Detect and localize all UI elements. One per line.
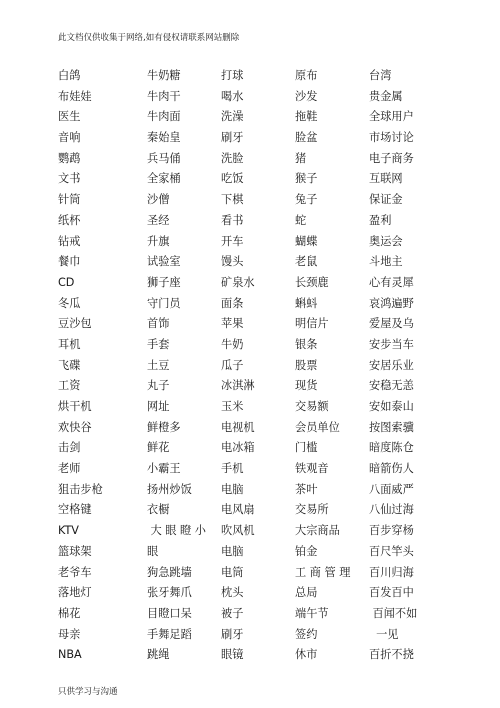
word-cell: 百川归海 (369, 565, 414, 579)
word-cell: 奥运会 (369, 234, 403, 248)
word-cell: 空格键 (58, 503, 92, 517)
word-cell: 股票 (295, 358, 318, 372)
word-cell: 升旗 (147, 234, 170, 248)
word-cell: 针筒 (58, 193, 81, 207)
word-cell: 哀鸿遍野 (369, 296, 414, 310)
word-cell: 百步穿杨 (369, 524, 414, 538)
word-cell: 飞碟 (58, 358, 81, 372)
word-cell: 首饰 (147, 317, 170, 331)
word-cell: 百尺竿头 (369, 544, 414, 558)
word-cell: 面条 (221, 296, 244, 310)
word-cell: 鹦鹉 (58, 151, 81, 165)
word-cell: 餐巾 (58, 255, 81, 269)
word-cell: 牛奶糖 (147, 69, 181, 82)
word-cell: 纸杯 (58, 213, 81, 227)
word-cell: 枕头 (221, 586, 244, 600)
word-cell: 玉米 (221, 400, 244, 413)
word-cell: 手套 (147, 337, 170, 351)
word-cell: 鲜花 (147, 441, 170, 455)
word-cell: 安如泰山 (369, 400, 414, 413)
word-cell: 安居乐业 (369, 358, 414, 372)
word-cell: 电冰箱 (221, 441, 255, 455)
word-cell: 大 眼 瞪 小 (147, 524, 206, 538)
word-cell: 工资 (58, 379, 81, 393)
word-cell: 八仙过海 (369, 503, 414, 517)
word-cell: 一见 (369, 627, 399, 641)
word-cell: 斗地主 (369, 255, 403, 269)
word-cell: 牛肉面 (147, 110, 181, 124)
word-cell: 土豆 (147, 358, 170, 372)
word-cell: 刷牙 (221, 627, 244, 641)
word-cell: 张牙舞爪 (147, 586, 192, 600)
word-cell: 吹风机 (221, 524, 255, 538)
word-cell: 冰淇淋 (221, 379, 255, 393)
word-cell: 烘干机 (58, 400, 92, 413)
word-cell: 市场讨论 (369, 131, 414, 145)
word-cell: 蛇 (295, 213, 307, 227)
word-cell: 狙击步枪 (58, 482, 103, 496)
word-cell: 眼镜 (221, 648, 244, 662)
word-cell: NBA (58, 648, 82, 662)
word-cell: 冬瓜 (58, 296, 81, 310)
word-cell: 猴子 (295, 172, 318, 186)
page-footer: 只供学习与沟通 (58, 687, 118, 697)
word-cell: 棉花 (58, 606, 81, 620)
word-cell: 试验室 (147, 255, 181, 269)
word-cell: 长颈鹿 (295, 275, 329, 289)
word-cell: 互联网 (369, 172, 403, 186)
word-cell: 原布 (295, 69, 318, 82)
word-cell: 喝水 (221, 89, 244, 103)
word-cell: 铂金 (295, 544, 318, 558)
word-cell: 衣橱 (147, 503, 170, 517)
word-cell: 蝌蚪 (295, 296, 318, 310)
word-cell: 手机 (221, 462, 244, 476)
word-cell: 电子商务 (369, 151, 414, 165)
word-cell: 沙僧 (147, 193, 170, 207)
word-cell: 明信片 (295, 317, 329, 331)
word-cell: 沙发 (295, 89, 318, 103)
word-cell: 电脑 (221, 482, 244, 496)
word-cell: 扬州炒饭 (147, 482, 192, 496)
word-cell: 篮球架 (58, 544, 92, 558)
word-cell: 百闻不如 (369, 606, 418, 620)
word-cell: 拖鞋 (295, 110, 318, 124)
word-cell: 瓜子 (221, 358, 244, 372)
word-cell: 打球 (221, 69, 244, 82)
word-cell: 狗急跳墙 (147, 565, 192, 579)
word-cell: 兔子 (295, 193, 318, 207)
word-cell: 看书 (221, 213, 244, 227)
word-cell: 馒头 (221, 255, 244, 269)
word-cell: 电筒 (221, 565, 244, 579)
word-cell: 大宗商品 (295, 524, 340, 538)
word-cell: 白鸽 (58, 69, 81, 82)
word-cell: 欢快谷 (58, 420, 92, 434)
word-cell: 暗度陈仓 (369, 441, 414, 455)
word-cell: 百发百中 (369, 586, 414, 600)
word-cell: 脸盆 (295, 131, 318, 145)
word-cell: 丸子 (147, 379, 170, 393)
word-cell: 电风扇 (221, 503, 255, 517)
word-cell: 网址 (147, 400, 170, 413)
word-cell: 母亲 (58, 627, 81, 641)
word-cell: 工 商 管 理 (295, 565, 351, 579)
word-cell: 文书 (58, 172, 81, 186)
word-cell: 刷牙 (221, 131, 244, 145)
word-cell: 小霸王 (147, 462, 181, 476)
word-cell: 击剑 (58, 441, 81, 455)
word-cell: 牛肉干 (147, 89, 181, 103)
word-cell: 保证金 (369, 193, 403, 207)
word-cell: 洗澡 (221, 110, 244, 124)
word-cell: 守门员 (147, 296, 181, 310)
word-cell: 医生 (58, 110, 81, 124)
word-cell: 盈利 (369, 213, 392, 227)
word-cell: 狮子座 (147, 275, 181, 289)
word-cell: 安步当车 (369, 337, 414, 351)
word-cell: 按图索骥 (369, 420, 414, 434)
word-cell: CD (58, 275, 75, 289)
word-cell: 开车 (221, 234, 244, 248)
word-cell: 被子 (221, 606, 244, 620)
word-cell: 暗箭伤人 (369, 462, 414, 476)
word-table (58, 66, 465, 666)
word-cell: 银条 (295, 337, 318, 351)
word-cell: 下棋 (221, 193, 244, 207)
word-cell: 跳绳 (147, 648, 170, 662)
word-cell: 端午节 (295, 606, 329, 620)
word-cell: 兵马俑 (147, 151, 181, 165)
word-cell: 秦始皇 (147, 131, 181, 145)
word-cell: 心有灵犀 (369, 275, 414, 289)
word-cell: 全球用户 (369, 110, 414, 124)
word-cell: 电脑 (221, 544, 244, 558)
word-cell: 猪 (295, 151, 307, 165)
word-cell: 八面威严 (369, 482, 414, 496)
word-cell: 总局 (295, 586, 318, 600)
word-cell: 电视机 (221, 420, 255, 434)
word-cell: 休市 (295, 648, 318, 662)
word-cell: 安稳无恙 (369, 379, 414, 393)
word-cell: 交易所 (295, 503, 329, 517)
word-cell: 现货 (295, 379, 318, 393)
word-cell: 老爷车 (58, 565, 92, 579)
word-cell: 苹果 (221, 317, 244, 331)
page-header: 此文档仅供收集于网络,如有侵权请联系网站删除 (58, 33, 240, 43)
word-cell: 全家桶 (147, 172, 181, 186)
word-cell: 豆沙包 (58, 317, 92, 331)
word-cell: 老师 (58, 462, 81, 476)
word-cell: 洗脸 (221, 151, 244, 165)
word-cell: 眼 (147, 544, 159, 558)
word-cell: 吃饭 (221, 172, 244, 186)
word-cell: 蝴蝶 (295, 234, 318, 248)
word-cell: 交易额 (295, 400, 329, 413)
word-cell: 耳机 (58, 337, 81, 351)
word-cell: 钻戒 (58, 234, 81, 248)
word-cell: 矿泉水 (221, 275, 255, 289)
word-cell: 铁观音 (295, 462, 329, 476)
word-cell: 鲜橙多 (147, 420, 181, 434)
word-cell: KTV (58, 524, 79, 538)
word-cell: 签约 (295, 627, 318, 641)
word-cell: 牛奶 (221, 337, 244, 351)
word-cell: 台湾 (369, 69, 392, 82)
word-cell: 会员单位 (295, 420, 340, 434)
word-cell: 布娃娃 (58, 89, 92, 103)
word-cell: 百折不挠 (369, 648, 414, 662)
word-cell: 圣经 (147, 213, 170, 227)
word-cell: 目瞪口呆 (147, 606, 192, 620)
word-cell: 茶叶 (295, 482, 318, 496)
word-cell: 老鼠 (295, 255, 318, 269)
word-cell: 贵金属 (369, 89, 403, 103)
word-cell: 爱屋及乌 (369, 317, 414, 331)
word-cell: 门槛 (295, 441, 318, 455)
word-cell: 音响 (58, 131, 81, 145)
word-cell: 手舞足蹈 (147, 627, 192, 641)
word-cell: 落地灯 (58, 586, 92, 600)
